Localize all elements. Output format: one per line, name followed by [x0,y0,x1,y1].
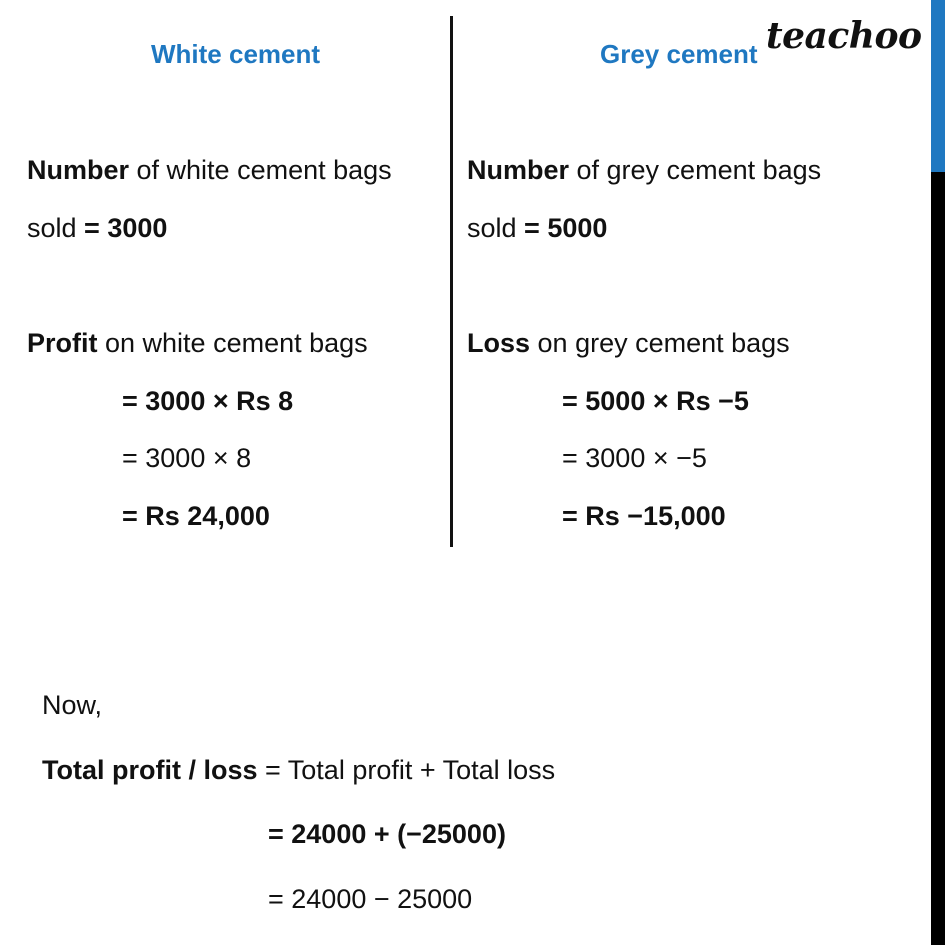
grey-sold-prefix: sold [467,213,525,243]
white-profit-line [27,327,368,359]
white-number-bold: Number [27,155,130,185]
grey-loss-rest: on grey cement bags [530,328,790,358]
total-rest: = Total profit + Total loss [257,755,556,785]
white-sold-value: = 3000 [84,213,168,243]
grey-step-3: = Rs −15,000 [562,501,726,531]
white-number-rest: of white cement bags [129,155,392,185]
grey-cement-heading: Grey cement [600,39,758,69]
grey-number-bold: Number [467,155,570,185]
white-profit-rest: on white cement bags [97,328,368,358]
total-line [42,754,555,786]
teachoo-logo: teachoo [766,15,922,57]
total-step-1: = 24000 + (−25000) [268,819,506,849]
grey-loss-bold: Loss [467,328,531,358]
total-bold: Total profit / loss [42,755,258,785]
white-step-2: = 3000 × 8 [122,443,252,473]
grey-loss-line [467,327,790,359]
now-label: Now, [42,690,103,720]
grey-number-line [467,154,821,186]
white-number-line [27,154,392,186]
grey-step-2: = 3000 × −5 [562,443,707,473]
grey-sold-value: = 5000 [524,213,608,243]
grey-number-rest: of grey cement bags [569,155,822,185]
grey-step-1: = 5000 × Rs −5 [562,386,749,416]
white-sold-line [27,212,167,244]
white-step-1: = 3000 × Rs 8 [122,386,294,416]
white-cement-heading: White cement [151,39,321,69]
grey-sold-line [467,212,607,244]
white-sold-prefix: sold [27,213,85,243]
column-divider [450,16,453,547]
white-step-3: = Rs 24,000 [122,501,270,531]
white-profit-bold: Profit [27,328,98,358]
scrollbar-thumb[interactable] [931,0,945,172]
total-step-2: = 24000 − 25000 [268,884,473,914]
